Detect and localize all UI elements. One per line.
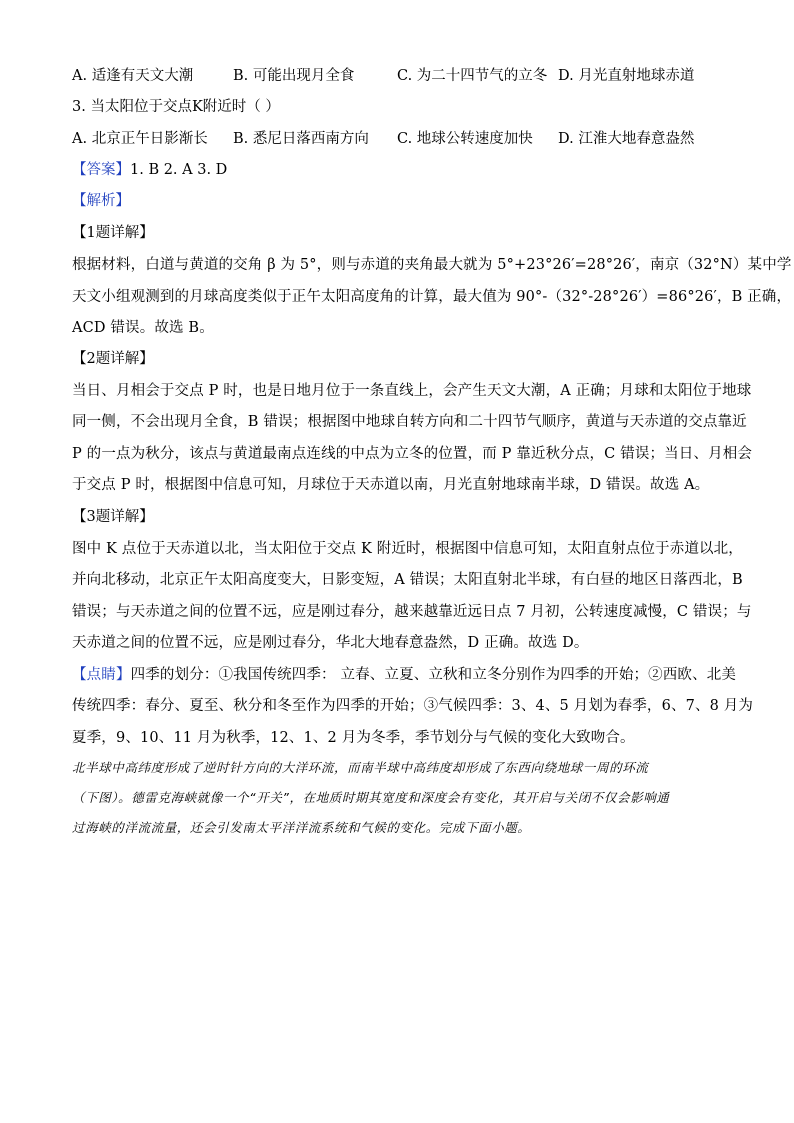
- text-line: 于交点 P 时，根据图中信息可知，月球位于天赤道以南，月光直射地球南半球，D 错误。故选 A。: [72, 477, 710, 493]
- text-line: P 的一点为秋分，该点与黄道最南点连线的中点为立冬的位置，而 P 靠近秋分点，C 错误；当日、月相会: [72, 446, 753, 462]
- option-a: A. 北京正午日影渐长: [72, 131, 208, 147]
- text-line: 天赤道之间的位置不远，应是刚过春分，华北大地春意盎然，D 正确。故选 D。: [72, 635, 589, 651]
- text-line: 错误；与天赤道之间的位置不远，应是刚过春分，越来越靠近远日点 7 月初，公转速度减慢，C 错误；与: [72, 604, 752, 620]
- text-line: 同一侧，不会出现月全食，B 错误；根据图中地球自转方向和二十四节气顺序，黄道与天赤道的交点靠近: [72, 414, 747, 430]
- text-line: [72, 665, 737, 685]
- passage-line: 北半球中高纬度形成了逆时针方向的大洋环流，而南半球中高纬度却形成了东西向绕地球一周的环流: [72, 760, 649, 775]
- passage-line: 过海峡的洋流流量，还会引发南太平洋洋流系统和气候的变化。完成下面小题。: [72, 820, 531, 835]
- tips-label: 【点睛】: [72, 667, 131, 683]
- detail-1-label: 【1题详解】: [72, 225, 154, 241]
- detail-3-label: 【3题详解】: [72, 509, 154, 525]
- option-d: D. 月光直射地球赤道: [558, 68, 695, 84]
- option-a: A. 适逢有天文大潮: [72, 68, 194, 84]
- question-3-stem: 3. 当太阳位于交点K附近时（ ）: [72, 99, 280, 115]
- answer-line: [72, 160, 722, 180]
- option-c: C. 地球公转速度加快: [397, 131, 533, 147]
- text-line: 当日、月相会于交点 P 时，也是日地月位于一条直线上，会产生天文大潮，A 正确；月球和太阳位于地球: [72, 383, 752, 399]
- option-c: C. 为二十四节气的立冬: [397, 68, 548, 84]
- tips-text: 四季的划分：①我国传统四季： 立春、立夏、立秋和立冬分别作为四季的开始；②西欧、北美: [130, 667, 737, 683]
- option-b: B. 可能出现月全食: [233, 68, 355, 84]
- text-line: 根据材料，白道与黄道的交角 β 为 5°，则与赤道的夹角最大就为 5°+23°26′=28°26′，南京（32°N）某中学: [72, 257, 792, 273]
- text-line: 天文小组观测到的月球高度类似于正午太阳高度角的计算，最大值为 90°-（32°-28°26′）=86°26′，B 正确，: [72, 289, 792, 305]
- text-line: 传统四季：春分、夏至、秋分和冬至作为四季的开始；③气候四季：3、4、5 月划为春季，6、7、8 月为: [72, 698, 754, 714]
- text-line: 并向北移动，北京正午太阳高度变大，日影变短，A 错误；太阳直射北半球，有白昼的地区日落西北，B: [72, 572, 743, 588]
- text-line: 图中 K 点位于天赤道以北，当太阳位于交点 K 附近时，根据图中信息可知，太阳直射点位于赤道以北，: [72, 541, 743, 557]
- detail-2-label: 【2题详解】: [72, 351, 154, 367]
- text-line: 夏季，9、10、11 月为秋季，12、1、2 月为冬季，季节划分与气候的变化大致吻合。: [72, 730, 635, 746]
- answer-label: 【答案】: [72, 162, 130, 178]
- answer-text: 1. B 2. A 3. D: [130, 162, 228, 178]
- passage-line: （下图）。德雷克海峡就像一个“开关”，在地质时期其宽度和深度会有变化，其开启与关闭不仅会影响通: [72, 790, 670, 805]
- option-b: B. 悉尼日落西南方向: [233, 131, 369, 147]
- text-line: ACD 错误。故选 B。: [72, 320, 214, 336]
- analysis-label: 【解析】: [72, 193, 130, 209]
- option-d: D. 江淮大地春意盎然: [558, 131, 695, 147]
